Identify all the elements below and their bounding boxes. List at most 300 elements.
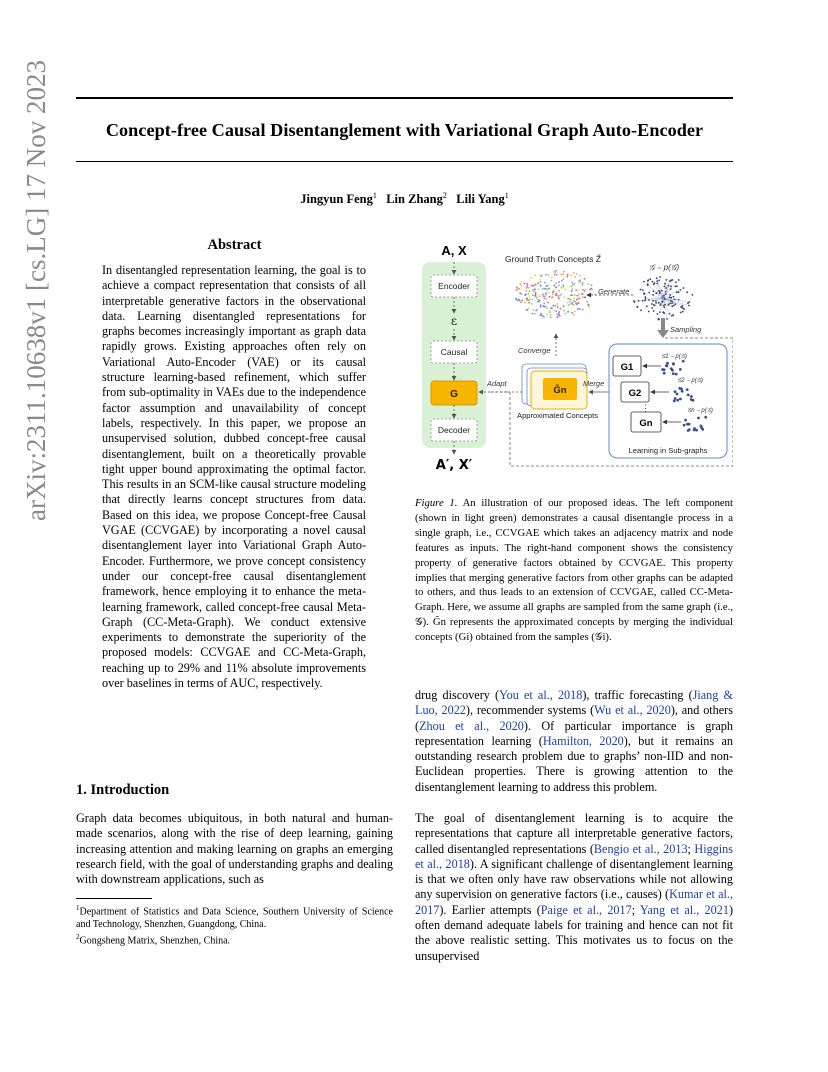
scatter-point [571,282,573,284]
scatter-point [563,271,565,273]
graph-node [645,296,647,298]
scatter-point [558,281,560,283]
author-name: Jingyun Feng [300,192,373,207]
graph-node [686,291,688,293]
generate-label: Generate [598,287,630,296]
abstract-heading: Abstract [207,237,262,253]
scatter-point [531,285,533,287]
subgraph-node [693,429,696,432]
graph-node [663,295,665,297]
scatter-point [563,305,565,307]
graph-scatter [633,276,694,320]
graph-node [692,294,694,296]
scatter-point [549,296,551,298]
scatter-point [560,293,562,295]
scatter-point [556,293,558,295]
graph-node [638,300,640,302]
scatter-point [534,294,536,296]
scatter-point [547,314,549,316]
scatter-point [526,297,528,299]
scatter-point [562,284,564,286]
scatter-point [548,274,550,276]
scatter-point [571,290,573,292]
scatter-point [548,292,550,294]
scatter-point [575,289,577,291]
subgraph-node [671,369,674,372]
graph-node [663,307,665,309]
graph-node [659,276,661,278]
scatter-point [550,314,552,316]
scatter-point [577,308,579,310]
scatter-point [532,313,534,315]
subgraph-node [676,393,679,396]
scatter-point [554,305,556,307]
scatter-point [567,274,569,276]
scatter-point [568,304,570,306]
scatter-point [516,289,518,291]
scatter-point [540,314,542,316]
subgraph-node [704,416,707,419]
scatter-point [571,288,573,290]
footnote-2-text: Gongsheng Matrix, Shenzhen, China. [79,935,231,947]
scatter-point [563,274,565,276]
scatter-point [582,296,584,298]
scatter-point [574,301,576,303]
decoder-label: Decoder [437,425,471,435]
scatter-point [563,310,565,312]
subgraph-node [675,373,678,376]
scatter-point [528,307,530,309]
scatter-point [547,284,549,286]
subgraph-dots [661,360,707,432]
author-name: Lili Yang [456,192,505,207]
scatter-point [582,309,584,311]
gn-dist-label: 𝒢n ∼ p(𝒢) [687,408,713,414]
caption-label: Figure 1. [415,497,458,509]
scatter-point [542,288,544,290]
subgraph-node [682,360,685,363]
scatter-point [577,298,579,300]
author-affiliation: 2 [442,191,447,200]
scatter-point [572,302,574,304]
scatter-point [555,310,557,312]
scatter-point [557,295,559,297]
subgraph-node [674,397,677,400]
citation-link[interactable]: You et al., 2018 [499,688,583,702]
graph-node [653,290,655,292]
scatter-point [558,297,560,299]
scatter-point [565,289,567,291]
subgraph-node [684,419,687,422]
subgraph-node [697,417,700,420]
graph-node [648,311,650,313]
scatter-point [579,275,581,277]
graph-node [675,303,677,305]
text-span: ), recommender systems ( [465,703,595,718]
graph-node [669,280,671,282]
graph-node [683,308,685,310]
scatter-point [527,293,529,295]
graph-node [671,305,673,307]
scatter-point [556,303,558,305]
figure-1-caption [415,496,733,645]
scatter-point [556,274,558,276]
scatter-point [556,316,558,318]
g-n-tilde-label: G̃n [553,385,567,396]
graph-node [675,286,677,288]
scatter-point [573,272,575,274]
text-span: ; [687,841,695,856]
subgraph-node [700,425,703,428]
subgraph-node [673,400,676,403]
subgraphs-label: Learning in Sub-graphs [628,446,708,455]
graph-node [653,283,655,285]
scatter-point [557,306,559,308]
text-span: ) often demand adequate labels for training and hence can not fit the above realistic setting. This motivates us to focus on the unsupervised [415,902,733,963]
graph-node [688,305,690,307]
citation-link[interactable]: Zhou et al., 2020 [419,718,524,733]
graph-node [663,312,665,314]
intro-text: Graph data becomes ubiquitous, in both natural and human-made scenarios, along with the rise of deep learning, gaining increasing attention and making learning on graphs an emerging research field, with the goal of understanding graphs and dealing with downstream applications, such as [76,811,393,887]
scatter-point [524,302,526,304]
scatter-point [550,307,552,309]
scatter-point [544,288,546,290]
author-affiliation: 1 [372,191,377,200]
scatter-point [570,275,572,277]
graph-node [656,283,658,285]
scatter-point [574,276,576,278]
scatter-point [545,274,547,276]
graph-node [647,283,649,285]
causal-label: Causal [440,347,468,357]
text-span: ; [631,902,640,917]
graph-node [653,304,655,306]
graph-node [658,302,660,304]
scatter-point [534,290,536,292]
scatter-point [529,298,531,300]
gn-label: Gn [639,418,653,429]
scatter-point [552,294,554,296]
graph-node [653,310,655,312]
scatter-point [578,294,580,296]
footnotes [76,902,393,947]
scatter-point [558,314,560,316]
scatter-point [576,273,578,275]
scatter-point [560,308,562,310]
scatter-point [531,299,533,301]
scatter-point [582,282,584,284]
subgraph-node [683,424,686,427]
paper-title: Concept-free Causal Disentanglement with Variational Graph Auto-Encoder [105,120,704,140]
text-span: ). Earlier attempts ( [439,902,541,917]
graph-node [670,288,672,290]
graph-edge [663,298,667,319]
scatter-point [546,307,548,309]
citation-link[interactable]: Yang et al., 2021 [639,902,729,917]
graph-node [674,299,676,301]
scatter-point [561,287,563,289]
text-span: The goal of disentanglement learning is to acquire the representations that capture all interpretable generative factors, called disentangled representations ( [415,811,733,856]
subgraph-node [681,390,684,393]
scatter-point [578,296,580,298]
scatter-point [578,282,580,284]
graph-node [652,294,654,296]
scatter-point [567,276,569,278]
scatter-point [524,283,526,285]
scatter-point [543,316,545,318]
scatter-point [573,297,575,299]
scatter-point [525,294,527,296]
scatter-point [563,296,565,298]
footnote-2: $^2$Gongsheng Matrix, Shenzhen, China. [76,932,231,947]
author-affiliation: 1 [504,191,509,200]
graph-node [673,296,675,298]
graph-node [646,305,648,307]
intro-paragraph-2 [415,811,733,964]
graph-node [670,285,672,287]
graph-node [667,285,669,287]
scatter-point [529,290,531,292]
scatter-point [582,289,584,291]
graph-node [676,291,678,293]
scatter-point [528,300,530,302]
output-label: A′, X′ [435,458,473,473]
scatter-point [587,283,589,285]
graph-node [640,309,642,311]
scatter-point [540,306,542,308]
sampling-label: Sampling [670,325,702,334]
scatter-point [533,309,535,311]
scatter-point [560,274,562,276]
graph-node [636,306,638,308]
scatter-point [576,295,578,297]
scatter-point [559,311,561,313]
scatter-point [526,299,528,301]
text-span: ). Of particular importance is graph representation learning ( [415,718,733,748]
author-name: Lin Zhang [386,192,443,207]
graph-node [651,307,653,309]
subgraph-node [663,372,666,375]
abstract-text: In disentangled representation learning, the goal is to achieve a compact representation that consists of all interpretable generative factors in the observational data. Learning disentangled representations for graphs becomes increasingly important as graph data rapidly grows. Existing approaches often rely on Variational Auto-Encoder (VAE) or its causal structure learning-based refinement, which suffer from sub-optimality in VAEs due to the independence factor assumption and unavailability of concept labels, respectively. In this paper, we propose an unsupervised solution, dubbed concept-free causal disentanglement, built on a theoretically provable tight upper bound approximating the optimal factor. This results in an SCM-like causal structure modeling that directly learns concept structures from data. Based on this idea, we propose Concept-free Causal VGAE (CCVGAE) by incorporating a novel causal disentanglement layer into Variational Graph Auto-Encoder. Furthermore, we prove concept consistency under our concept-free causal disentanglement framework, hence employing it to enhance the meta-learning framework, called concept-free causal Meta-Graph (CC-Meta-Graph). We conduct extensive experiments to demonstrate the superiority of the proposed models: CCVGAE and CC-Meta-Graph, reaching up to 29% and 11% absolute improvements over baselines in terms of AUC, respectively. [102,263,366,691]
scatter-point [588,306,590,308]
footnote-rule [76,898,152,899]
g2-dist-label: 𝒢2 ∼ p(𝒢) [677,378,703,384]
scatter-point [589,289,591,291]
scatter-point [534,283,536,285]
subgraph-node [674,390,677,393]
dots: ⋮ [641,403,650,413]
scatter-point [545,305,547,307]
caption-text: An illustration of our proposed ideas. The left component (shown in light green) demonstrates a causal disentangle process in a single graph, i.e., CCVGAE which takes an adjacency matrix and node features as inputs. The right-hand component shows the consistency property of generative factors obtained by CCVGAE. This property implies that merging generative factors from other graphs can be adapted to others, and thus leads to an extension of CCVGAE, called CC-Meta-Graph. Here, we assume all graphs are sampled from the same graph (i.e., 𝒢). G̃n represents the approximated concepts by merging the individual concepts (Gi) obtained from the samples (𝒢i). [415,497,733,644]
scatter-point [554,274,556,276]
text-span: drug discovery ( [415,688,500,702]
scatter-point [535,310,537,312]
scatter-point [534,313,536,315]
graph-node [670,302,672,304]
scatter-point [578,280,580,282]
subgraph-node [686,423,689,426]
scatter-point [572,284,574,286]
title-rule [76,161,733,162]
scatter-point [521,299,523,301]
approx-concepts-label: Approximated Concepts [517,411,599,420]
scatter-point [550,316,552,318]
text-span: ), but it remains an outstanding research problem due to graphs’ non-IID and non-Euclidean properties. There is growing attention to the disentanglement learning to address this problem. [415,733,733,794]
graph-node [669,294,671,296]
citation-link[interactable]: Hamilton, 2020 [542,733,624,748]
subgraph-node [687,394,690,397]
subgraph-node [678,387,681,390]
scatter-point [540,281,542,283]
scatter-point [586,301,588,303]
citation-link[interactable]: Kumar et al., 2017 [415,887,734,917]
scatter-point [534,274,536,276]
scatter-point [555,282,557,284]
graph-node [655,292,657,294]
scatter-point [591,284,593,286]
g1-dist-label: 𝒢1 ∼ p(𝒢) [661,354,687,360]
ground-truth-scatter [515,270,595,318]
scatter-point [589,295,591,297]
graph-node [656,280,658,282]
scatter-point [545,293,547,295]
scatter-point [570,299,572,301]
scatter-point [554,284,556,286]
g-label: G [450,389,458,400]
merge-label: Merge [583,379,605,388]
graph-node [664,283,666,285]
graph-node [672,314,674,316]
scatter-point [567,302,569,304]
scatter-point [532,289,534,291]
subgraph-node [679,368,682,371]
scatter-point [569,301,571,303]
scatter-point [581,293,583,295]
text-span: ), and others ( [415,703,733,733]
scatter-point [584,289,586,291]
scatter-point [537,282,539,284]
scatter-point [519,292,521,294]
scatter-point [526,287,528,289]
scatter-point [555,270,557,272]
graph-node [640,289,642,291]
graph-node [652,281,654,283]
scatter-point [543,305,545,307]
scatter-point [558,290,560,292]
epsilon-label: ε [450,314,458,328]
citation-link[interactable]: Paige et al., 2017 [540,902,632,917]
scatter-point [545,292,547,294]
scatter-point [553,290,555,292]
scatter-point [573,314,575,316]
scatter-point [561,280,563,282]
graph-node [669,296,671,298]
footnote-1: $^1$Department of Statistics and Data Science, Southern University of Science and Technology, Shenzhen, Guangdong, China. [76,904,393,930]
scatter-point [518,299,520,301]
scatter-point [555,286,557,288]
graph-node [673,305,675,307]
graph-node [643,293,645,295]
scatter-point [537,288,539,290]
section-heading-introduction: 1. Introduction [76,782,170,798]
subgraph-node [686,388,689,391]
figure-1-diagram [415,240,733,480]
scatter-point [543,298,545,300]
scatter-point [582,284,584,286]
subgraph-node [661,368,664,371]
sampling-arrow [661,318,665,330]
scatter-point [515,298,517,300]
scatter-point [543,296,545,298]
scatter-point [527,309,529,311]
scatter-point [535,296,537,298]
scatter-point [548,288,550,290]
citation-link[interactable]: Jiang & Luo, 2022 [415,688,733,718]
g1-label: G1 [620,362,634,373]
scatter-point [551,276,553,278]
graph-node [682,305,684,307]
scatter-point [584,290,586,292]
scatter-point [545,298,547,300]
scatter-point [567,311,569,313]
scatter-point [562,279,564,281]
text-span: ). A significant challenge of disentanglement learning is that we often only have raw observations while not allowing any supervision on generative factors (i.e., causes) ( [415,856,734,902]
scatter-point [530,277,532,279]
scatter-point [554,310,556,312]
subgraph-node [679,398,682,401]
scatter-point [584,278,586,280]
scatter-point [549,311,551,313]
subgraph-node [672,362,675,365]
scatter-point [529,295,531,297]
scatter-point [570,303,572,305]
footnote-1-text: Department of Statistics and Data Science, Southern University of Science and Technology, Shenzhen, Guangdong, China. [76,906,393,930]
dist-label: 𝒢 ∼ p(𝒢) [649,263,680,272]
graph-node [680,312,682,314]
scatter-point [584,296,586,298]
scatter-point [558,285,560,287]
graph-node [658,319,660,321]
ground-truth-label: Ground Truth Concepts Z̃ [505,254,601,264]
citation-link[interactable]: Wu et al., 2020 [594,703,671,718]
citation-link[interactable]: Bengio et al., 2013 [593,841,688,856]
citation-link[interactable]: Higgins et al., 2018 [415,841,733,871]
text-span: ), traffic forecasting ( [582,688,693,702]
graph-node [649,278,651,280]
scatter-point [540,275,542,277]
scatter-point [543,303,545,305]
scatter-point [516,286,518,288]
scatter-point [549,310,551,312]
scatter-point [540,305,542,307]
scatter-point [547,302,549,304]
intro-paragraph-1 [76,811,393,887]
scatter-point [528,302,530,304]
scatter-point [520,285,522,287]
scatter-point [571,312,573,314]
scatter-point [526,283,528,285]
graph-node [682,311,684,313]
scatter-point [567,298,569,300]
encoder-label: Encoder [438,281,470,291]
scatter-point [537,301,539,303]
author-list [76,191,733,207]
scatter-point [574,310,576,312]
scatter-point [587,304,589,306]
intro-paragraph-1-cont [415,688,733,795]
graph-node [642,289,644,291]
graph-node [648,292,650,294]
